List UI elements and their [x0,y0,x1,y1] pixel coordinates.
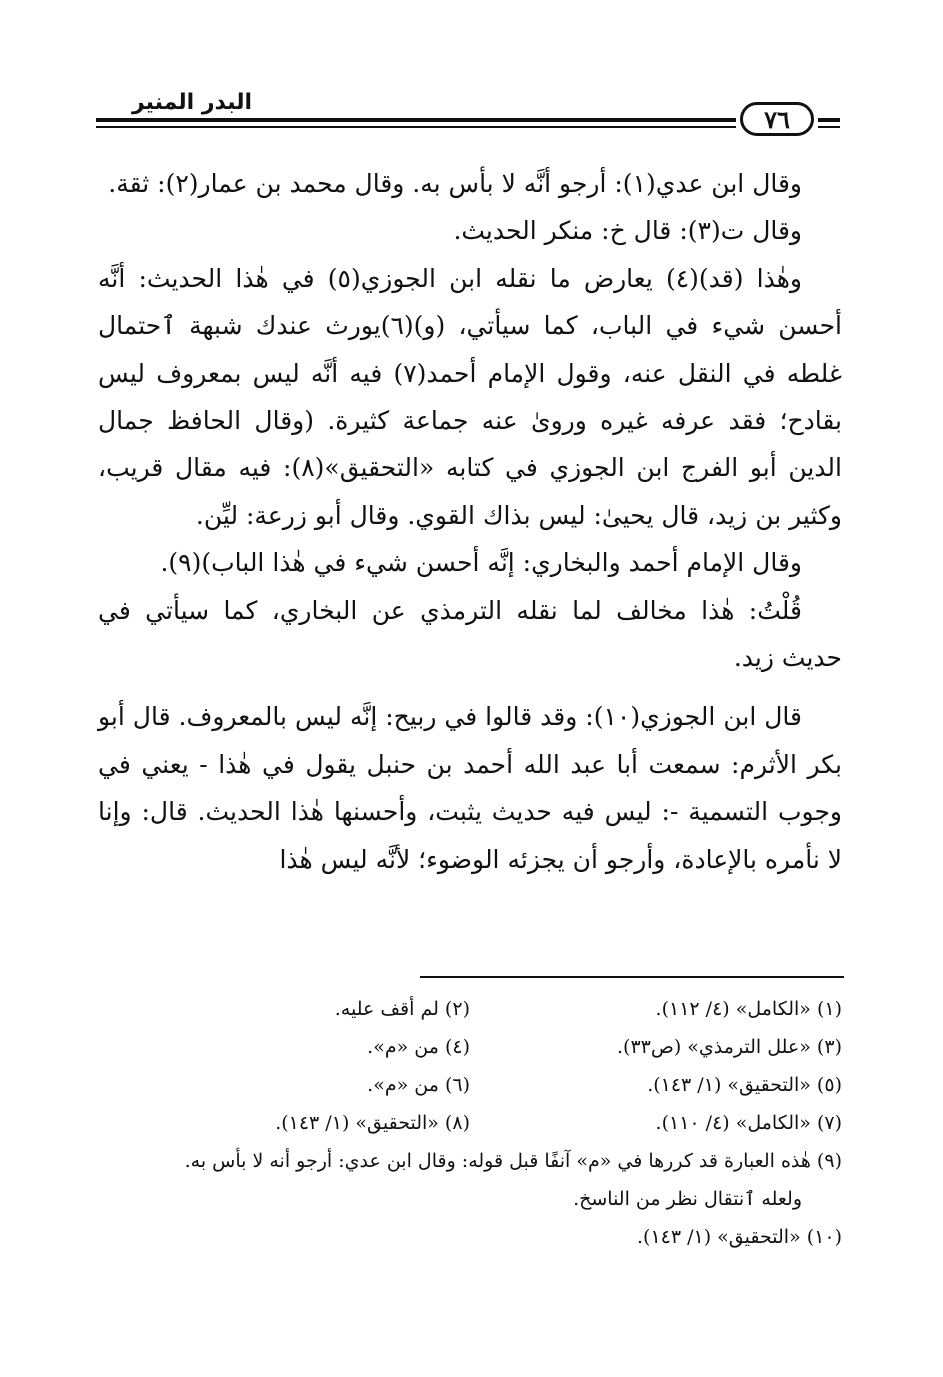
footnote-2: (٢) لم أقف عليه. [334,998,470,1020]
header-rule-right-thick [818,118,840,122]
footnote-10: (١٠) «التحقيق» (١/ ١٤٣). [636,1226,842,1248]
footnotes [98,990,842,1256]
header-rule-thick [96,118,736,122]
footnote-separator [420,976,844,978]
running-title: البدر المنير [131,90,252,115]
paragraph-5: قُلْتُ: هٰذا مخالف لما نقله الترمذي عن البخاري، كما سيأتي في حديث زيد. [98,595,842,673]
footnote-7: (٧) «الكامل» (٤/ ١١٠). [655,1112,842,1134]
page-number: ٧٦ [740,102,814,136]
header-rule-right-thin [818,126,840,128]
paragraph-4: وقال الإمام أحمد والبخاري: إنَّه أحسن شيء في هٰذا الباب)(٩). [160,548,802,578]
footnote-9: (٩) هٰذه العبارة قد كررها في «م» آنفًا قبل قوله: وقال ابن عدي: أرجو أنه لا بأس به. [184,1150,842,1172]
page-header [96,88,840,148]
paragraph-2: وقال ت(٣): قال خ: منكر الحديث. [453,216,802,246]
paragraph-3: وهٰذا (قد)(٤) يعارض ما نقله ابن الجوزي(٥) في هٰذا الحديث: أنَّه أحسن شيء في الباب، كما سيأتي، (و)(٦)يورث عندك شبهة ٱحتمال غلطه في النقل عنه، وقول الإمام أحمد(٧) فيه أنَّه ليس بمعروف ليس بقادح؛ فقد عرفه غيره وروىٰ عنه جماعة كثيرة. (وقال الحافظ جمال الدين أبو الفرج ابن الجوزي في كتابه «التحقيق»(٨): فيه مقال قريب، وكثير بن زيد، قال يحيىٰ: ليس بذاك القوي. وقال أبو زرعة: ليِّن. [98,263,843,530]
paragraph-1: وقال ابن عدي(١): أرجو أنَّه لا بأس به. وقال محمد بن عمار(٢): ثقة. [108,169,802,198]
footnote-8: (٨) «التحقيق» (١/ ١٤٣). [275,1112,470,1134]
footnote-9-continuation: ولعله ٱنتقال نظر من الناسخ. [573,1188,802,1210]
footnote-1: (١) «الكامل» (٤/ ١١٢). [655,998,842,1020]
footnote-3: (٣) «علل الترمذي» (ص٣٣). [616,1036,842,1058]
main-text [98,160,842,883]
footnote-4: (٤) من «م». [367,1036,470,1058]
footnote-6: (٦) من «م». [367,1074,470,1096]
paragraph-6: قال ابن الجوزي(١٠): وقد قالوا في ربيح: إنَّه ليس بالمعروف. قال أبو بكر الأثرم: سمعت أبا عبد الله أحمد بن حنبل يقول في هٰذا - يعني في وجوب التسمية -: ليس فيه حديث يثبت، وأحسنها هٰذا الحديث. قال: وإنا لا نأمره بالإعادة، وأرجو أن يجزئه الوضوء؛ لأنَّه ليس هٰذا [98,702,842,874]
footnote-5: (٥) «التحقيق» (١/ ١٤٣). [647,1074,842,1096]
header-rule-thin [96,126,736,128]
